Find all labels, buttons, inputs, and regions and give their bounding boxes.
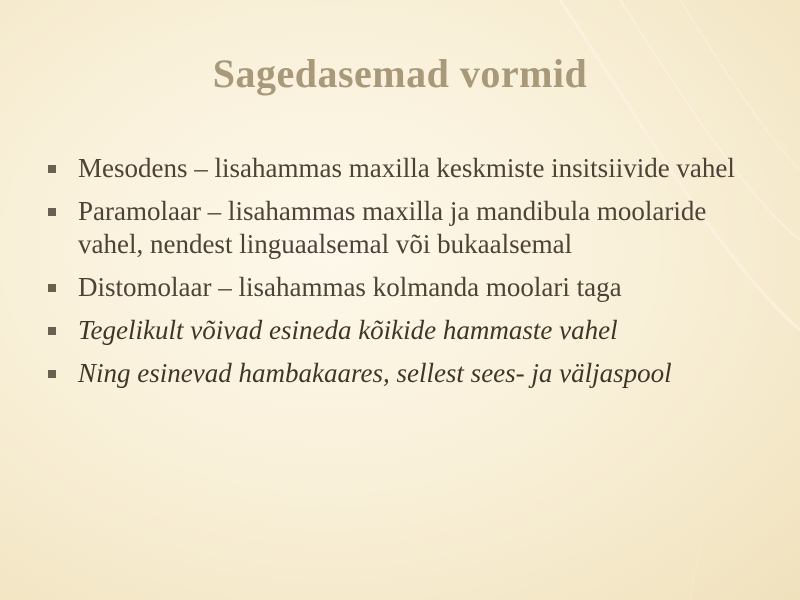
square-bullet-icon — [48, 165, 56, 173]
bullet-list — [44, 152, 744, 400]
square-bullet-icon — [48, 370, 56, 378]
bullet-item-mesodens — [44, 152, 744, 185]
bullet-item-ning — [44, 357, 744, 390]
slide-title: Sagedasemad vormid — [212, 51, 588, 96]
bullet-item-tegelikult — [44, 314, 744, 347]
square-bullet-icon — [48, 284, 56, 292]
square-bullet-icon — [48, 208, 56, 216]
bullet-item-paramolaar — [44, 195, 744, 261]
bullet-text: Distomolaar – lisahammas kolmanda moolari taga — [78, 272, 622, 302]
square-bullet-icon — [48, 327, 56, 335]
bullet-text: Mesodens – lisahammas maxilla keskmiste insitsiivide vahel — [78, 153, 735, 183]
bullet-item-distomolaar — [44, 271, 744, 304]
bullet-text: Paramolaar – lisahammas maxilla ja mandibula moolaride vahel, nendest linguaalsemal või bukaalsemal — [78, 196, 707, 259]
bullet-text: Ning esinevad hambakaares, sellest sees- ja väljaspool — [78, 358, 672, 388]
bullet-text: Tegelikult võivad esineda kõikide hammaste vahel — [78, 315, 618, 345]
